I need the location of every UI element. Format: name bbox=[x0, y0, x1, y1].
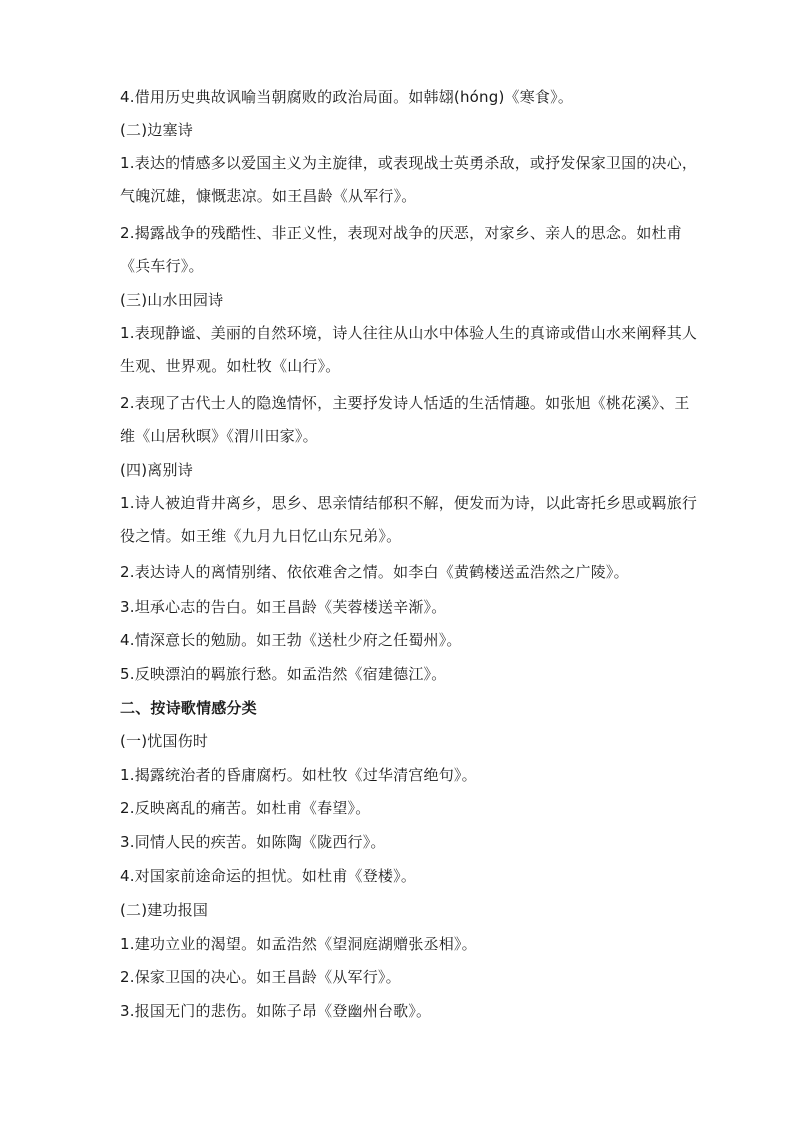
text-line: 3.同情人民的疾苦。如陈陶《陇西行》。 bbox=[120, 833, 386, 851]
text-line: 3.报国无门的悲伤。如陈子昂《登幽州台歌》。 bbox=[120, 1002, 432, 1020]
section-heading: (四)离别诗 bbox=[120, 461, 193, 479]
text-line: 《兵车行》。 bbox=[120, 257, 204, 275]
section-heading: (三)山水田园诗 bbox=[120, 291, 224, 309]
section-heading: (二)边塞诗 bbox=[120, 121, 193, 139]
chapter-heading: 二、按诗歌情感分类 bbox=[120, 699, 257, 717]
section-heading: (一)忧国伤时 bbox=[120, 732, 209, 750]
text-line: 5.反映漂泊的羁旅行愁。如孟浩然《宿建德江》。 bbox=[120, 665, 447, 683]
text-line: 1.表现静谧、美丽的自然环境，诗人往往从山水中体验人生的真谛或借山水来阐释其人 bbox=[120, 324, 698, 342]
text-line: 气魄沉雄，慷慨悲凉。如王昌龄《从军行》。 bbox=[120, 187, 417, 205]
text-line: 4.对国家前途命运的担忧。如杜甫《登楼》。 bbox=[120, 867, 417, 885]
text-line: 2.揭露战争的残酷性、非正义性，表现对战争的厌恶，对家乡、亲人的思念。如杜甫 bbox=[120, 224, 682, 242]
text-line: 2.表达诗人的离情别绪、依依难舍之情。如李白《黄鹤楼送孟浩然之广陵》。 bbox=[120, 563, 629, 581]
text-line: 1.揭露统治者的昏庸腐朽。如杜牧《过华清宫绝句》。 bbox=[120, 766, 477, 784]
text-line: 生观、世界观。如杜牧《山行》。 bbox=[120, 357, 341, 375]
section-heading: (二)建功报国 bbox=[120, 901, 209, 919]
text-line: 1.建功立业的渴望。如孟浩然《望洞庭湖赠张丞相》。 bbox=[120, 935, 477, 953]
text-line: 2.反映离乱的痛苦。如杜甫《春望》。 bbox=[120, 799, 371, 817]
text-line: 1.诗人被迫背井离乡，思乡、思亲情结郁积不解，便发而为诗，以此寄托乡思或羁旅行 bbox=[120, 494, 698, 512]
text-line: 维《山居秋暝》《渭川田家》。 bbox=[120, 427, 318, 445]
text-line: 2.保家卫国的决心。如王昌龄《从军行》。 bbox=[120, 968, 401, 986]
text-line: 2.表现了古代士人的隐逸情怀，主要抒发诗人恬适的生活情趣。如张旭《桃花溪》、王 bbox=[120, 394, 690, 412]
text-line: 役之情。如王维《九月九日忆山东兄弟》。 bbox=[120, 527, 402, 545]
text-line: 4.借用历史典故讽喻当朝腐败的政治局面。如韩翃(hóng)《寒食》。 bbox=[120, 88, 574, 106]
text-line: 1.表达的情感多以爱国主义为主旋律，或表现战士英勇杀敌，或抒发保家卫国的决心， bbox=[120, 154, 698, 172]
text-line: 3.坦承心志的告白。如王昌龄《芙蓉楼送辛渐》。 bbox=[120, 598, 447, 616]
text-line: 4.情深意长的勉励。如王勃《送杜少府之任蜀州》。 bbox=[120, 631, 462, 649]
